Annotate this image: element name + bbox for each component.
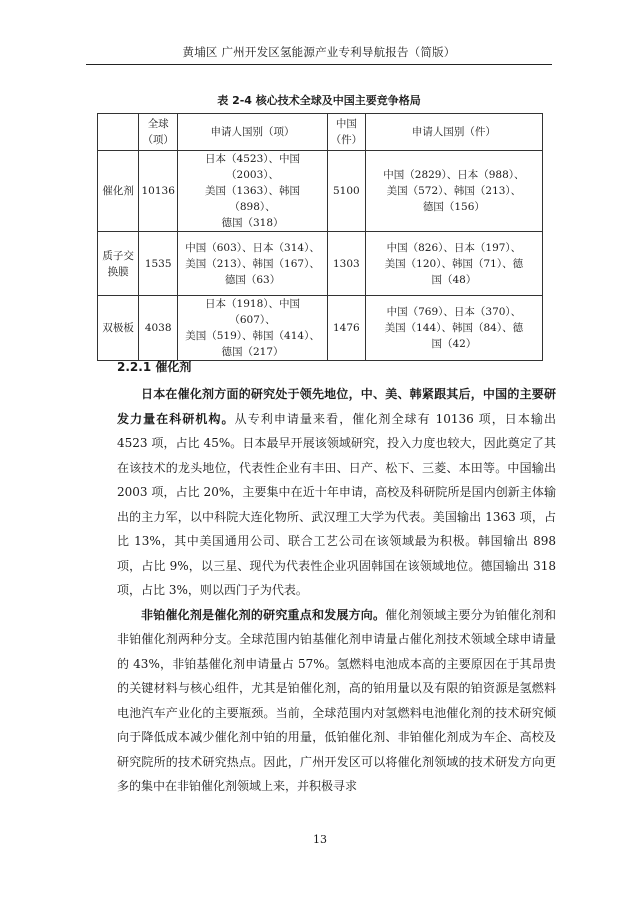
china-breakdown-line: 国（42） <box>431 338 477 350</box>
china-breakdown-line: 中国（2829）、日本（988）、 <box>383 169 525 181</box>
global-breakdown-line: 中国（603）、日本（314）、 <box>185 241 320 254</box>
header-rule <box>86 64 552 65</box>
global-breakdown-line: 德国（217） <box>221 346 284 358</box>
china-breakdown-line: 中国（826）、日本（197）、 <box>386 241 522 254</box>
china-breakdown-line: 美国（120）、韩国（71）、德 <box>384 257 524 270</box>
global-count: 1535 <box>139 232 178 296</box>
page-number: 13 <box>313 833 327 846</box>
paragraph <box>117 382 556 603</box>
global-breakdown-line: 日本（4523）、中国（2003）、 <box>205 153 301 181</box>
table-row <box>98 296 543 361</box>
tech-name: 双极板 <box>98 296 139 361</box>
paragraph-text: 催化剂领域主要分为铂催化剂和非铂催化剂两种分支。全球范围内铂基催化剂申请量占催化剂技术领域全球申请量的 43%，非铂基催化剂申请量占 57%。氢燃料电池成本高的主要原因在于其昂贵的关键材料与核心组件，尤其是铂催化剂，高的铂用量以及有限的铂资源是氢燃料电池汽车产业化的主要瓶颈。当前，全球范围内对氢燃料电池催化剂的技术研究倾向于降低成本减少催化剂中铂的用量，低铂催化剂、非铂催化剂成为车企、高校及研究院所的技术研究热点。因此，广州开发区可以将催化剂领域的技术研发方向更多的集中在非铂催化剂领域上来，并积极寻求 <box>117 607 556 793</box>
global-breakdown-line: 美国（1363）、韩国（898）、 <box>205 185 301 213</box>
competition-table <box>97 113 543 361</box>
global-count: 4038 <box>139 296 178 361</box>
global-breakdown-line: 美国（519）、韩国（414）、 <box>185 330 320 342</box>
tech-name: 质子交换膜 <box>98 232 139 296</box>
china-count: 5100 <box>327 151 365 232</box>
paragraph-text: 从专利申请量来看，催化剂全球有 10136 项，日本输出 4523 项，占比 45%。日本最早开展该领域研究，投入力度也较大，因此奠定了其在该技术的龙头地位，代表性企业有丰田、日产、松下、三菱、本田等。中国输出 2003 项，占比 20%，主要集中在近十年申请，高校及科研院所是国内创新主体输出的主力军，以中科院大连化物所、武汉理工大学为代表。美国输出 1363 项，占比 13%，其中美国通用公司、联合工艺公司在该领域最为积极。韩国输出 898 项，占比 9%，以三星、现代为代表性企业巩固韩国在该领域地位。德国输出 318 项，占比 3%，则以西门子为代表。 <box>117 411 556 597</box>
section-heading: 2.2.1 催化剂 <box>117 360 192 374</box>
china-breakdown-line: 美国（144）、韩国（84）、德 <box>384 322 524 334</box>
body-text <box>117 382 556 799</box>
table-caption: 表 2-4 核心技术全球及中国主要竞争格局 <box>217 94 421 107</box>
header-applicant-country-pieces: 申请人国别（件） <box>365 114 542 151</box>
paragraph-lead: 非铂催化剂是催化剂的研究重点和发展方向。 <box>141 607 386 622</box>
header-global: 全球（项） <box>139 114 178 151</box>
china-breakdown-line: 德国（156） <box>422 201 485 213</box>
china-count: 1303 <box>327 232 365 296</box>
header-applicant-country-items: 申请人国别（项） <box>178 114 328 151</box>
table-row <box>98 232 543 296</box>
global-breakdown-line: 日本（1918）、中国（607）、 <box>205 298 301 326</box>
paragraph <box>117 603 556 799</box>
china-breakdown-line: 国（48） <box>431 273 477 286</box>
table-header-row <box>98 114 543 151</box>
header-china: 中国（件） <box>327 114 365 151</box>
tech-name: 催化剂 <box>98 151 139 232</box>
global-breakdown-line: 德国（63） <box>224 273 281 286</box>
table-row <box>98 151 543 232</box>
china-breakdown-line: 中国（769）、日本（370）、 <box>386 306 522 318</box>
running-header: 黄埔区 广州开发区氢能源产业专利导航报告（简版） <box>182 45 456 59</box>
china-count: 1476 <box>327 296 365 361</box>
header-blank <box>98 114 139 151</box>
global-count: 10136 <box>139 151 178 232</box>
global-breakdown-line: 德国（318） <box>221 217 284 229</box>
global-breakdown-line: 美国（213）、韩国（167）、 <box>185 257 320 270</box>
paragraph-lead: 日本在催化剂方面的研究处于领先地位，中、美、韩紧跟其后，中国的主要研发力量在科研机构。 <box>117 387 556 426</box>
china-breakdown-line: 美国（572）、韩国（213）、 <box>386 185 522 197</box>
